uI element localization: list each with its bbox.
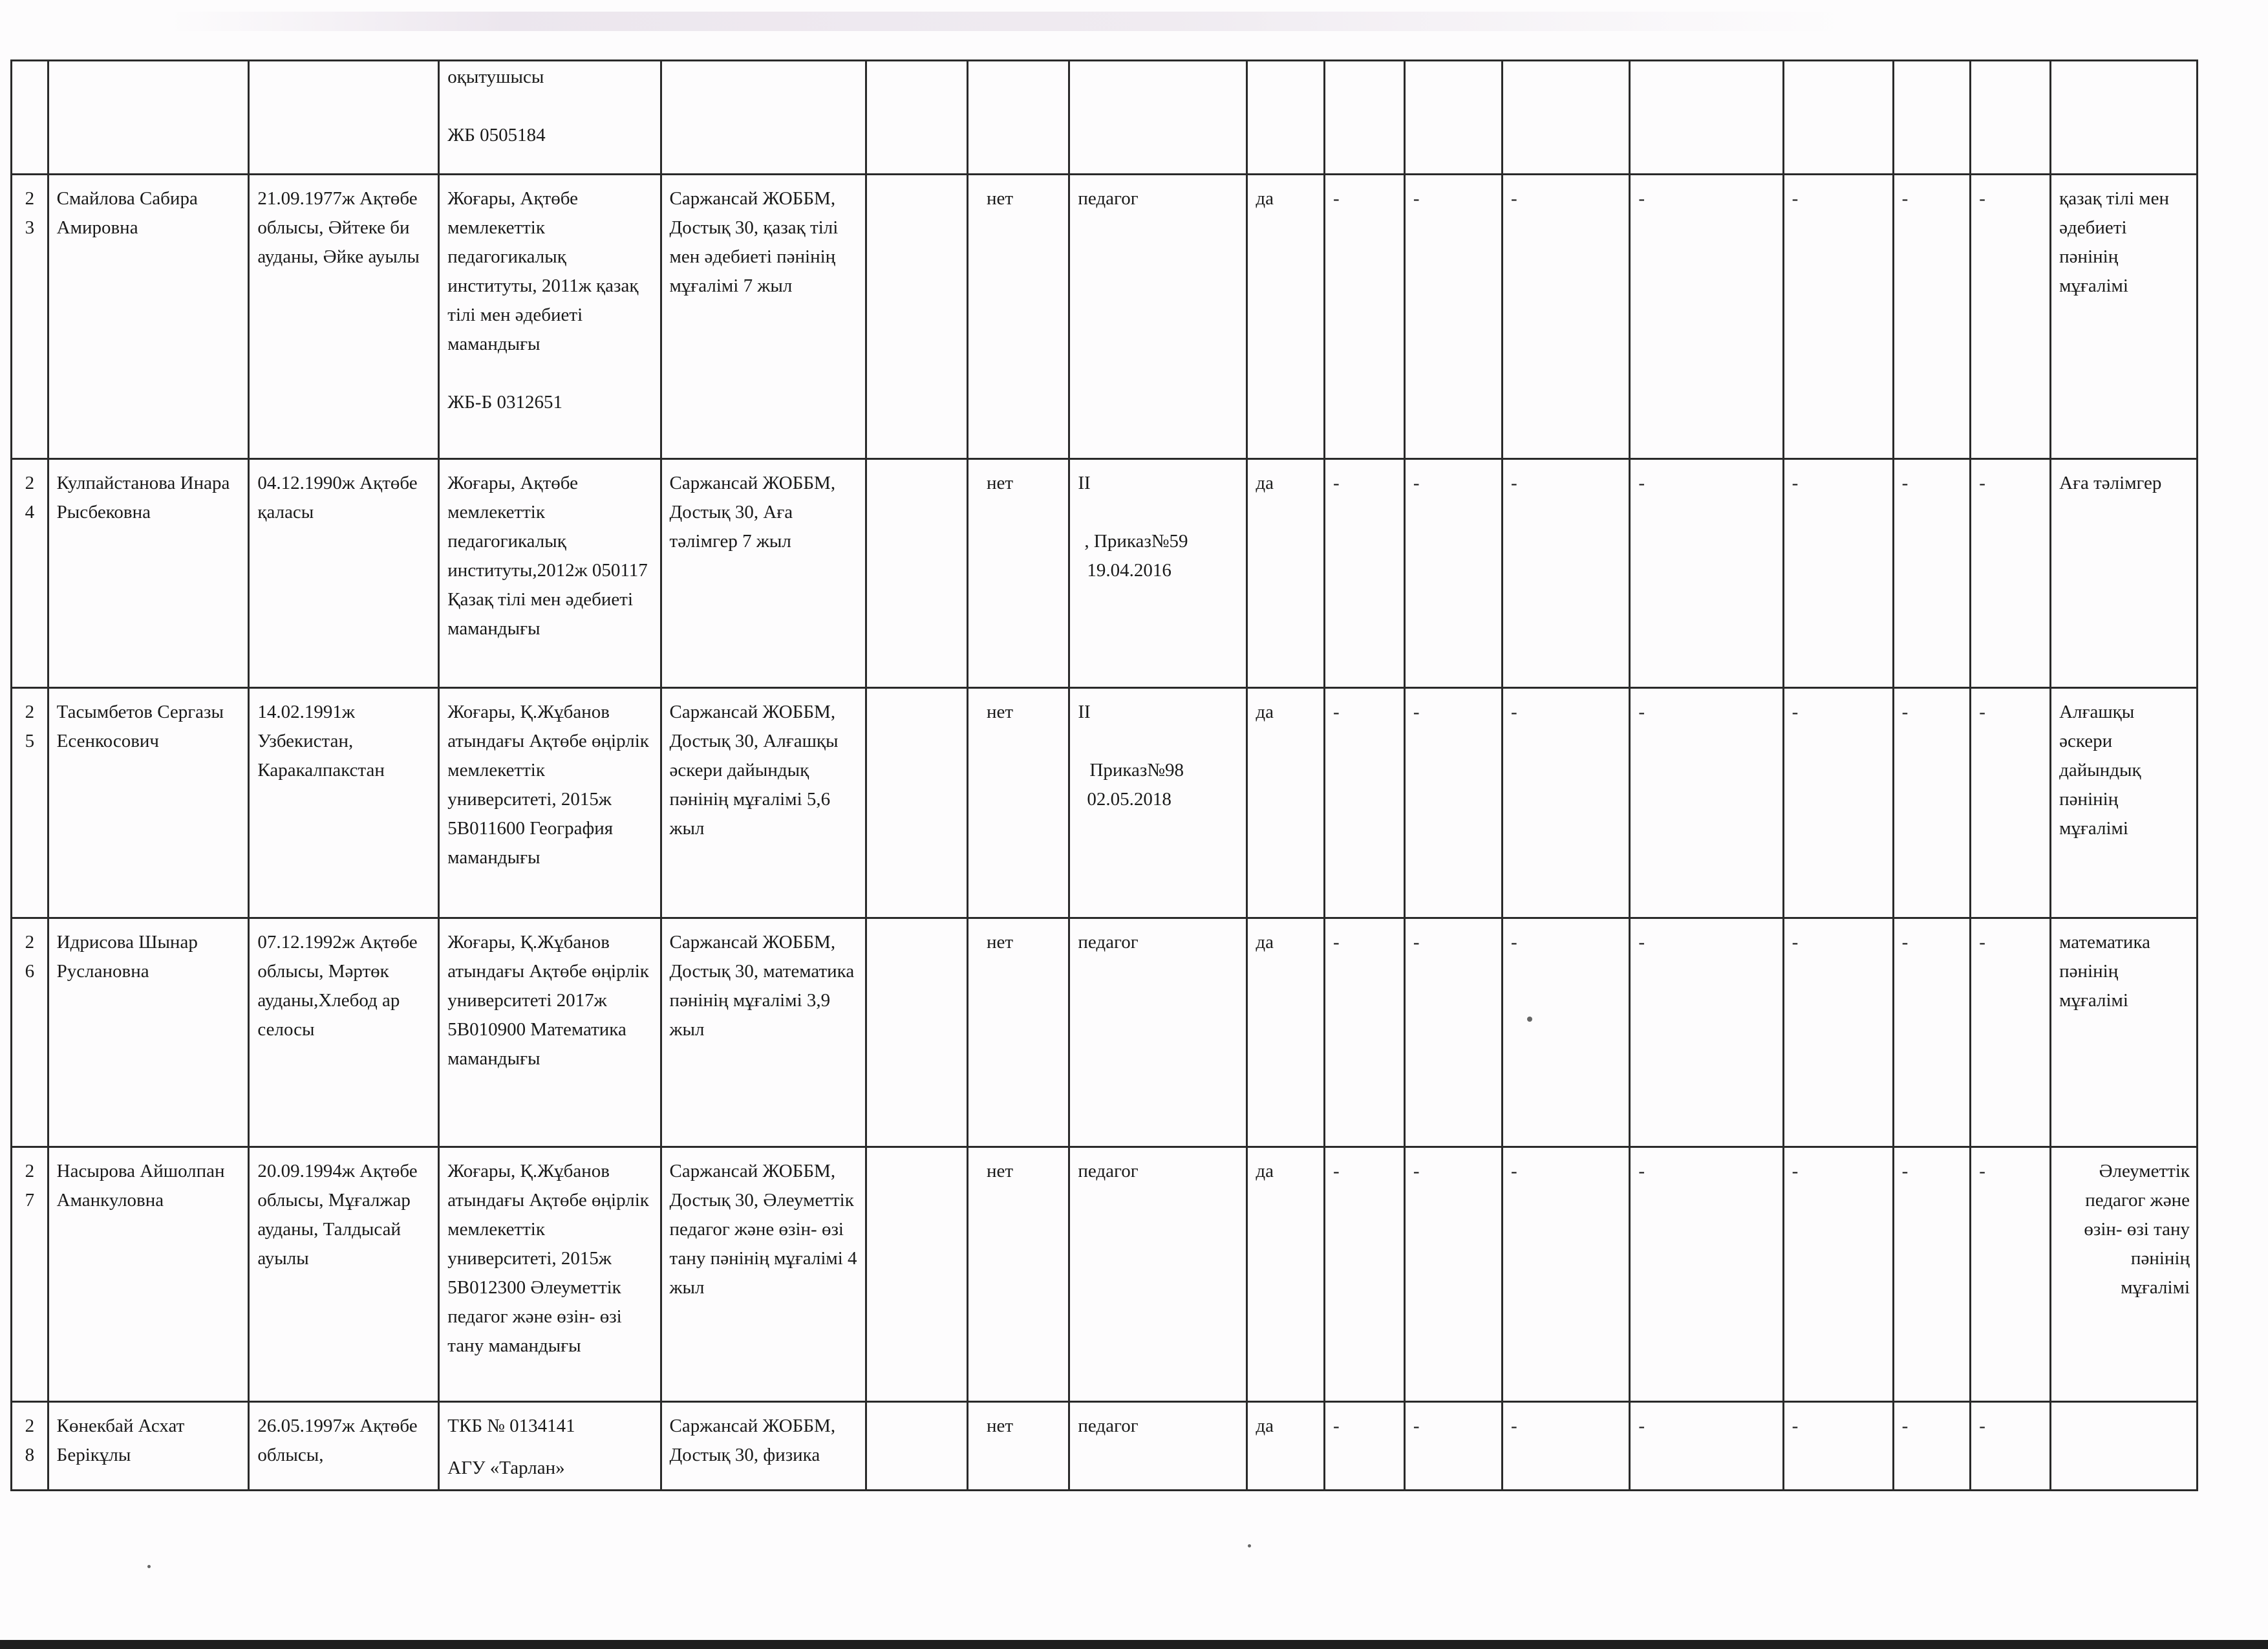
dash-cell: - (1971, 459, 2051, 688)
dash-cell: - (1630, 175, 1783, 459)
health: да (1247, 175, 1325, 459)
dash-cell: - (1783, 175, 1893, 459)
dash-cell: - (1325, 459, 1405, 688)
empty-cell (866, 1147, 967, 1402)
work-experience: Саржансай ЖОББМ, Достық 30, Әлеуметтік педагог және өзін- өзі тану пәнінің мұғалімі 4 жыл (661, 1147, 866, 1402)
dash-cell: - (1783, 1147, 1893, 1402)
staff-table (10, 59, 2198, 1491)
table-row (12, 688, 2198, 918)
dash-cell: - (1783, 688, 1893, 918)
position: математика пәнінің мұғалімі (2051, 918, 2198, 1147)
dash-cell: - (1630, 1402, 1783, 1491)
education: ТКБ № 0134141 АГУ «Тарлан» (439, 1402, 661, 1491)
category: педагог (1069, 1147, 1247, 1402)
work-experience: Саржансай ЖОББМ, Достық 30, физика (661, 1402, 866, 1491)
dash-cell: - (1971, 918, 2051, 1147)
dash-cell: - (1503, 1402, 1630, 1491)
conviction: нет (967, 1402, 1069, 1491)
dash-cell: - (1404, 1147, 1502, 1402)
work-experience: Саржансай ЖОББМ, Достық 30, математика пәнінің мұғалімі 3,9 жыл (661, 918, 866, 1147)
dash-cell: - (1893, 918, 1971, 1147)
birth-info: 26.05.1997ж Ақтөбе облысы, (249, 1402, 439, 1491)
health: да (1247, 1402, 1325, 1491)
position: қазақ тілі мен әдебиеті пәнінің мұғалімі (2051, 175, 2198, 459)
dash-cell: - (1893, 175, 1971, 459)
category: педагог (1069, 175, 1247, 459)
table-row-continued (12, 61, 2198, 175)
empty-cell (866, 175, 967, 459)
dash-cell: - (1630, 1147, 1783, 1402)
full-name: Тасымбетов Сергазы Есенкосович (48, 688, 249, 918)
health: да (1247, 918, 1325, 1147)
birth-info: 04.12.1990ж Ақтөбе қаласы (249, 459, 439, 688)
conviction: нет (967, 1147, 1069, 1402)
dash-cell: - (1783, 459, 1893, 688)
dash-cell: - (1503, 918, 1630, 1147)
empty-cell (866, 459, 967, 688)
education: Жоғары, Қ.Жұбанов атындағы Ақтөбе өңірлік мемлекеттік университеті, 2015ж 5В012300 Әлеуметтік педагог және өзін- өзі тану мамандығы (439, 1147, 661, 1402)
education: Жоғары, Қ.Жұбанов атындағы Ақтөбе өңірлік университеті 2017ж 5В010900 Математика мамандығы (439, 918, 661, 1147)
dash-cell: - (1630, 459, 1783, 688)
row-number: 2 8 (12, 1402, 48, 1491)
position: Алғашқы әскери дайындық пәнінің мұғалімі (2051, 688, 2198, 918)
full-name: Смайлова Сабира Амировна (48, 175, 249, 459)
category: педагог (1069, 918, 1247, 1147)
row-number: 2 5 (12, 688, 48, 918)
category: II , Приказ№59 19.04.2016 (1069, 459, 1247, 688)
dash-cell: - (1325, 918, 1405, 1147)
category: педагог (1069, 1402, 1247, 1491)
position (2051, 1402, 2198, 1491)
dash-cell: - (1325, 688, 1405, 918)
full-name: Идрисова Шынар Руслановна (48, 918, 249, 1147)
scan-speck (147, 1565, 151, 1568)
row-number: 2 7 (12, 1147, 48, 1402)
dash-cell: - (1503, 1147, 1630, 1402)
empty-cell (866, 1402, 967, 1491)
conviction: нет (967, 175, 1069, 459)
empty-cell (866, 688, 967, 918)
dash-cell: - (1325, 175, 1405, 459)
dash-cell: - (1971, 1147, 2051, 1402)
full-name: Кулпайстанова Инара Рысбековна (48, 459, 249, 688)
dash-cell: - (1404, 175, 1502, 459)
dash-cell: - (1893, 1402, 1971, 1491)
dash-cell: - (1404, 459, 1502, 688)
education-line2: ЖБ 0505184 (447, 125, 546, 146)
dash-cell: - (1630, 918, 1783, 1147)
education: Жоғары, Ақтөбе мемлекеттік педагогикалық институты, 2011ж қазақ тілі мен әдебиеті мамандығы ЖБ-Б 0312651 (439, 175, 661, 459)
dash-cell: - (1325, 1402, 1405, 1491)
full-name: Көнекбай Асхат Берікұлы (48, 1402, 249, 1491)
dash-cell: - (1971, 688, 2051, 918)
dash-cell: - (1893, 1147, 1971, 1402)
row-number: 2 6 (12, 918, 48, 1147)
conviction: нет (967, 918, 1069, 1147)
dash-cell: - (1893, 688, 1971, 918)
full-name: Насырова Айшолпан Аманкуловна (48, 1147, 249, 1402)
birth-info: 20.09.1994ж Ақтөбе облысы, Мұғалжар ауданы, Талдысай ауылы (249, 1147, 439, 1402)
position: Аға тәлімгер (2051, 459, 2198, 688)
dash-cell: - (1783, 1402, 1893, 1491)
dash-cell: - (1503, 175, 1630, 459)
table-row (12, 175, 2198, 459)
education-line1: оқытушысы (447, 67, 544, 87)
dash-cell: - (1630, 688, 1783, 918)
birth-info: 07.12.1992ж Ақтөбе облысы, Мәртөк ауданы,Хлебод ар селосы (249, 918, 439, 1147)
dash-cell: - (1971, 1402, 2051, 1491)
education: Жоғары, Ақтөбе мемлекеттік педагогикалық институты,2012ж 050117 Қазақ тілі мен әдебиеті мамандығы (439, 459, 661, 688)
work-experience: Саржансай ЖОББМ, Достық 30, Аға тәлімгер 7 жыл (661, 459, 866, 688)
scan-smudge (168, 12, 1849, 31)
work-experience: Саржансай ЖОББМ, Достық 30, Алғашқы әскери дайындық пәнінің мұғалімі 5,6 жыл (661, 688, 866, 918)
dash-cell: - (1971, 175, 2051, 459)
dash-cell: - (1783, 918, 1893, 1147)
category: II Приказ№98 02.05.2018 (1069, 688, 1247, 918)
dash-cell: - (1503, 459, 1630, 688)
work-experience: Саржансай ЖОББМ, Достық 30, қазақ тілі мен әдебиеті пәнінің мұғалімі 7 жыл (661, 175, 866, 459)
scan-speck (1527, 1017, 1532, 1022)
position: Әлеуметтік педагог және өзін- өзі тану пәнінің мұғалімі (2051, 1147, 2198, 1402)
scan-speck (1248, 1544, 1251, 1547)
education: Жоғары, Қ.Жұбанов атындағы Ақтөбе өңірлік мемлекеттік университеті, 2015ж 5В011600 География мамандығы (439, 688, 661, 918)
dash-cell: - (1404, 688, 1502, 918)
dash-cell: - (1893, 459, 1971, 688)
row-number: 2 3 (12, 175, 48, 459)
dash-cell: - (1325, 1147, 1405, 1402)
health: да (1247, 688, 1325, 918)
conviction: нет (967, 688, 1069, 918)
dash-cell: - (1404, 1402, 1502, 1491)
empty-cell (866, 918, 967, 1147)
dash-cell: - (1404, 918, 1502, 1147)
table-row (12, 1147, 2198, 1402)
health: да (1247, 1147, 1325, 1402)
table-row (12, 918, 2198, 1147)
table-row (12, 1402, 2198, 1491)
conviction: нет (967, 459, 1069, 688)
row-number: 2 4 (12, 459, 48, 688)
birth-info: 21.09.1977ж Ақтөбе облысы, Әйтеке би ауданы, Әйке ауылы (249, 175, 439, 459)
health: да (1247, 459, 1325, 688)
table-row (12, 459, 2198, 688)
scan-edge (0, 1640, 2268, 1649)
dash-cell: - (1503, 688, 1630, 918)
birth-info: 14.02.1991ж Узбекистан, Каракалпакстан (249, 688, 439, 918)
